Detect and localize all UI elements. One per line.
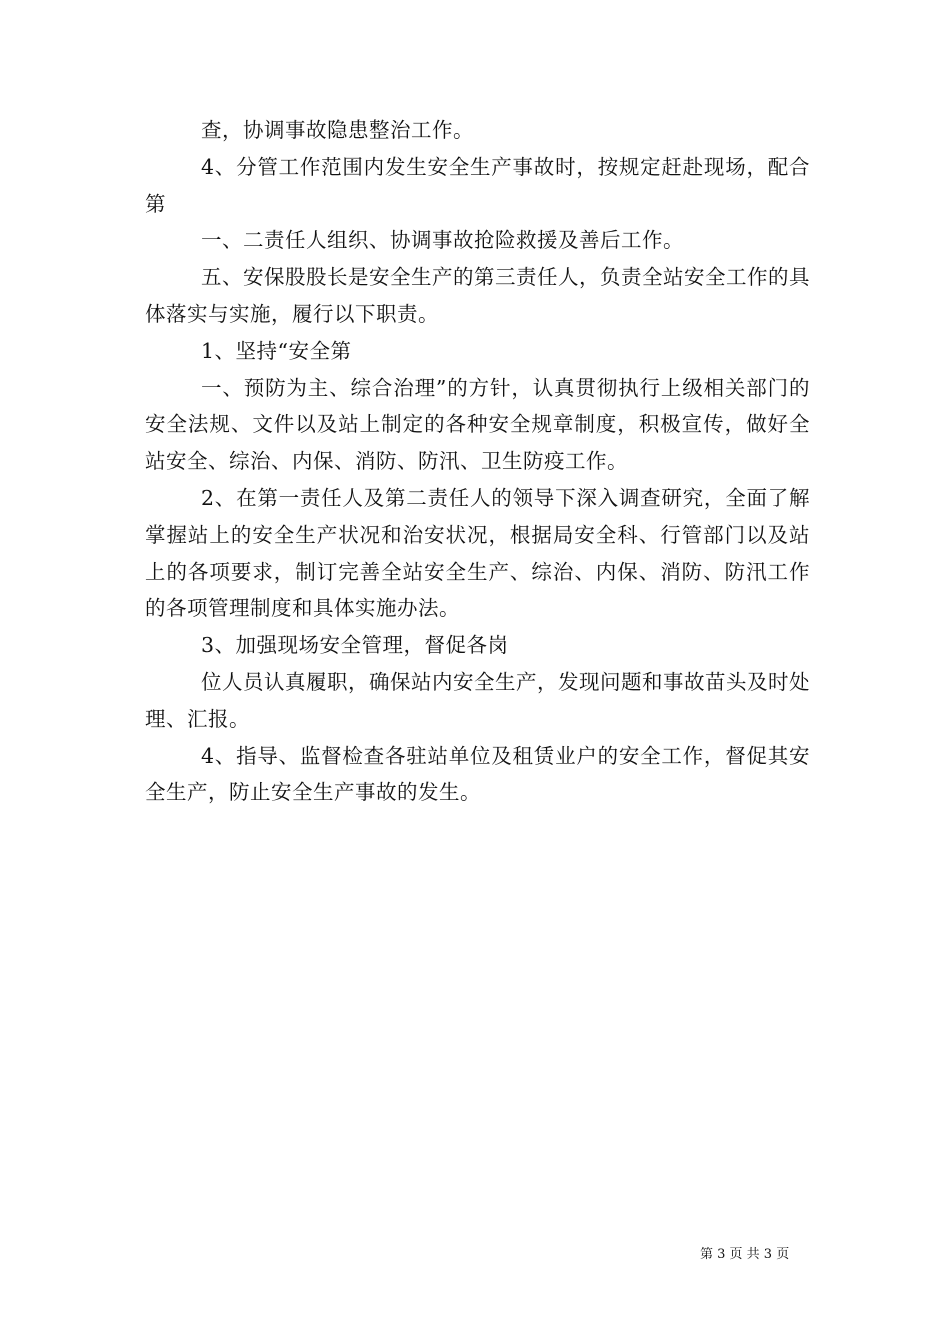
document-body	[145, 112, 810, 811]
paragraph-8: 3、加强现场安全管理，督促各岗	[201, 633, 509, 658]
paragraph-7: 2、在第一责任人及第二责任人的领导下深入调查研究，全面了解掌握站上的安全生产状况和治安状况，根据局安全科、行管部门以及站上的各项要求，制订完善全站安全生产、综治、内保、消防、防汛工作的各项管理制度和具体实施办法。	[145, 485, 810, 621]
paragraph-2: 4、分管工作范围内发生安全生产事故时，按规定赶赴现场，配合第	[145, 154, 810, 216]
paragraph-9: 位人员认真履职，确保站内安全生产，发现问题和事故苗头及时处理、汇报。	[145, 669, 810, 731]
paragraph-3: 一、二责任人组织、协调事故抢险救援及善后工作。	[201, 228, 684, 253]
paragraph-1: 查，协调事故隐患整治工作。	[201, 118, 474, 142]
paragraph-10: 4、指导、监督检查各驻站单位及租赁业户的安全工作，督促其安全生产，防止安全生产事故的发生。	[145, 743, 810, 805]
paragraph-6: 一、预防为主、综合治理”的方针，认真贯彻执行上级相关部门的安全法规、文件以及站上制定的各种安全规章制度，积极宣传，做好全站安全、综治、内保、消防、防汛、卫生防疫工作。	[145, 375, 810, 474]
page-number-footer: 第 3 页 共 3 页	[700, 1247, 790, 1262]
paragraph-5: 1、坚持“安全第	[201, 338, 352, 363]
paragraph-4: 五、安保股股长是安全生产的第三责任人，负责全站安全工作的具体落实与实施，履行以下职责。	[145, 265, 810, 326]
